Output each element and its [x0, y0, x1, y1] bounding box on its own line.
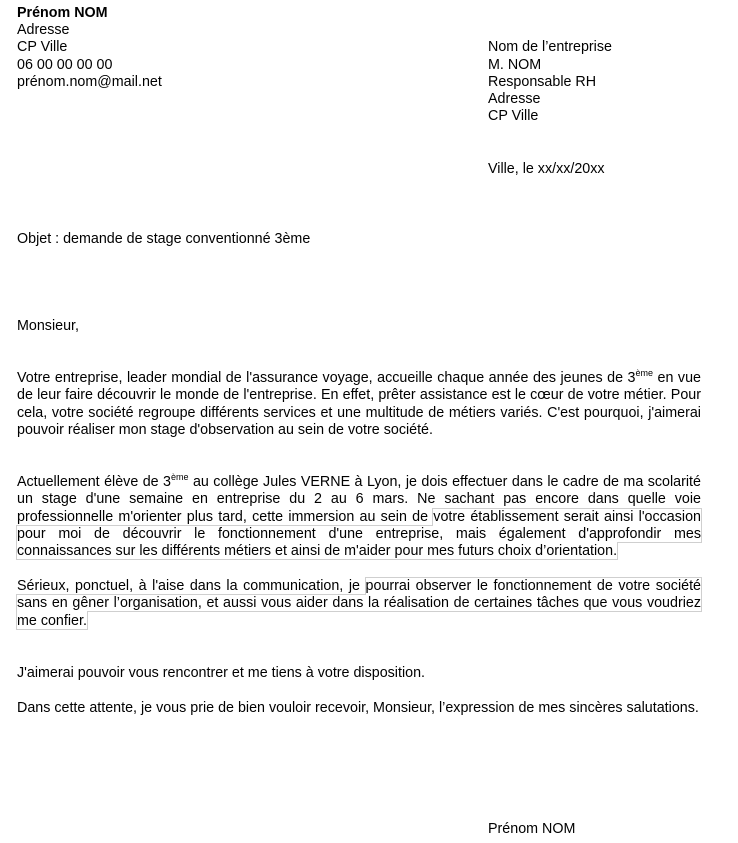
recipient-role: Responsable RH: [488, 74, 597, 90]
paragraph-situation-superscript: ème: [171, 472, 189, 482]
sender-address: Adresse: [17, 22, 70, 38]
signature: Prénom NOM: [488, 821, 576, 837]
paragraph-intro-part1: Votre entreprise, leader mondial de l'assurance voyage, accueille chaque année des jeunes de 3: [17, 370, 636, 386]
recipient-company: Nom de l’entreprise: [488, 39, 612, 55]
recipient-address: Adresse: [488, 91, 541, 107]
paragraph-qualities-part1: Sérieux, ponctuel, à l'aise dans la communication, je: [17, 578, 366, 594]
sender-city: CP Ville: [17, 39, 68, 55]
paragraph-intro-superscript: ème: [635, 368, 654, 378]
paragraph-qualities: [17, 578, 701, 630]
salutation: Monsieur,: [17, 318, 79, 334]
sender-name: Prénom NOM: [17, 5, 108, 21]
paragraph-qualities-highlight: pourrai observer le fonctionnement de votre société sans en gêner l’organisation, et aussi vous aider dans la réalisation de certaines tâches que vous voudriez me confier.: [17, 578, 701, 629]
paragraph-intro-part2: en vue de leur faire découvrir le monde de l'entreprise. En effet, prêter assistance est le cœur de votre métier. Pour cela, votre société regroupe différents services et une multitude de métiers variés. C'est pourquoi, j'aimerai pouvoir réaliser mon stage d'observation au sein de votre société.: [17, 370, 701, 438]
paragraph-intro: [17, 370, 701, 439]
subject-line: Objet : demande de stage conventionné 3ème: [17, 231, 311, 247]
paragraph-situation-part2: au collège Jules VERNE à Lyon, je dois effectuer dans le cadre de ma scolarité un stage d'une semaine en entreprise du 2 au 6 mars. Ne sachant pas encore dans quelle voie professionnelle m'orienter plus tard, cette immersion au sein de: [17, 474, 701, 525]
sender-phone: 06 00 00 00 00: [17, 57, 113, 73]
sender-email: prénom.nom@mail.net: [17, 74, 162, 90]
date-line: Ville, le xx/xx/20xx: [488, 161, 605, 177]
paragraph-situation: [17, 474, 701, 560]
recipient-contact: M. NOM: [488, 57, 542, 73]
closing-formula: Dans cette attente, je vous prie de bien vouloir recevoir, Monsieur, l’expression de mes sincères salutations.: [17, 700, 699, 716]
paragraph-situation-highlight: votre établissement serait ainsi l'occasion pour moi de découvrir le fonctionnement d'une entreprise, mais également d'approfondir mes connaissances sur les différents métiers et ainsi de m'aider pour mes futurs choix d’orientation.: [17, 508, 701, 560]
recipient-city: CP Ville: [488, 108, 539, 124]
paragraph-situation-part1: Actuellement élève de 3: [17, 474, 171, 490]
paragraph-meeting: J'aimerai pouvoir vous rencontrer et me tiens à votre disposition.: [17, 665, 425, 681]
